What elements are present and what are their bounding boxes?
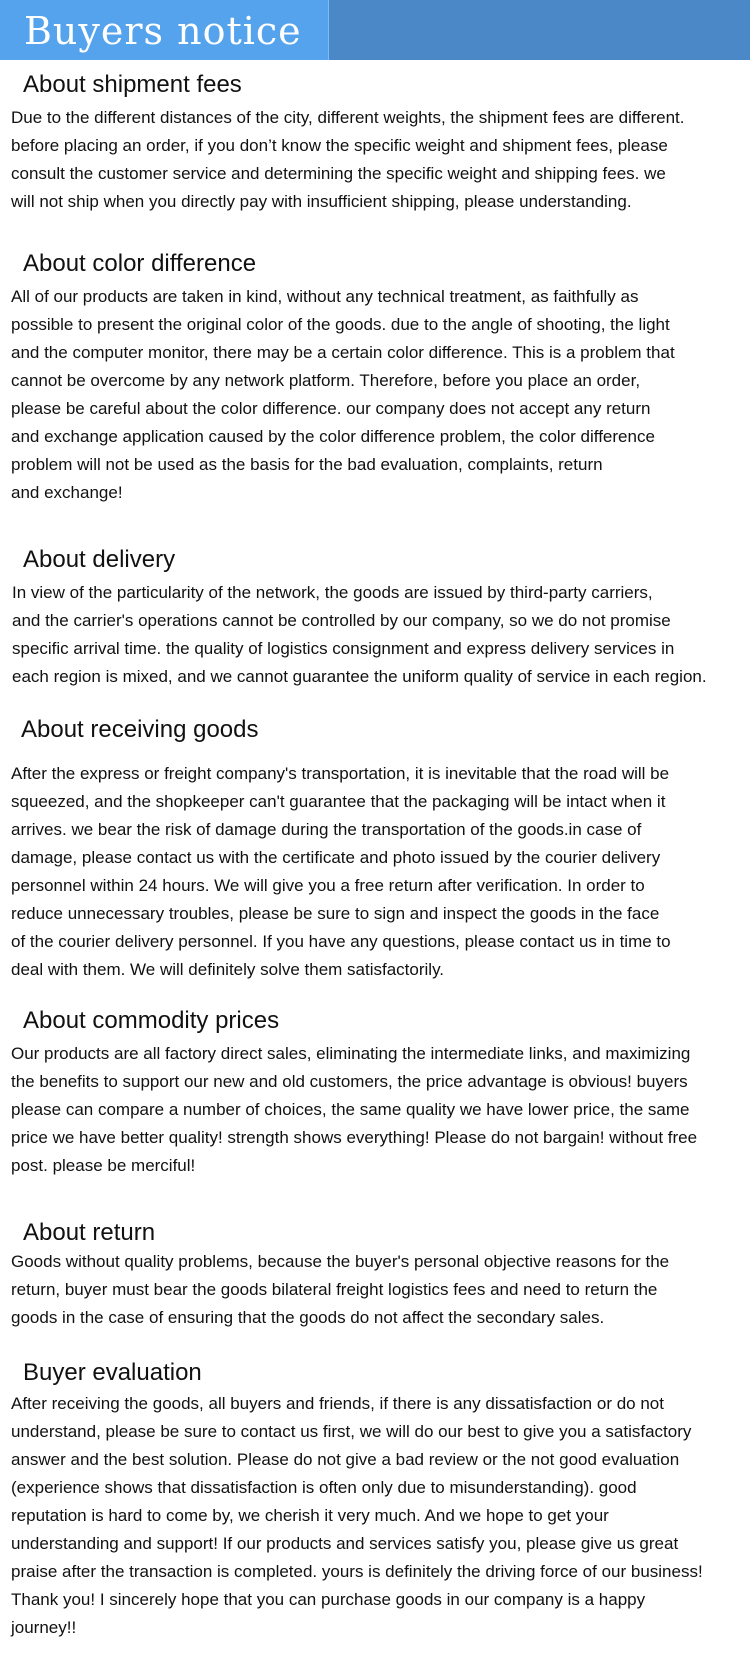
body-line: praise after the transaction is completed. yours is definitely the driving force of our business! (11, 1562, 703, 1581)
body-line: deal with them. We will definitely solve them satisfactorily. (11, 960, 445, 979)
section-body (11, 1390, 750, 1642)
body-line: arrives. we bear the risk of damage during the transportation of the goods.in case of (11, 820, 642, 839)
section-body (11, 1248, 750, 1332)
header-tab (0, 0, 329, 60)
section-heading: Buyer evaluation (23, 1359, 202, 1386)
body-line: answer and the best solution. Please do not give a bad review or the not good evaluation (11, 1450, 680, 1469)
body-line: problem will not be used as the basis for the bad evaluation, complaints, return (11, 455, 603, 474)
body-line: and the carrier's operations cannot be controlled by our company, so we do not promise (12, 611, 671, 630)
page-title: Buyers notice (24, 9, 302, 53)
body-line: specific arrival time. the quality of logistics consignment and express delivery services in (12, 639, 675, 658)
section-body (11, 104, 750, 216)
header-banner (0, 0, 750, 60)
body-line: please be careful about the color difference. our company does not accept any return (11, 399, 651, 418)
section-body (11, 1040, 750, 1180)
body-line: Our products are all factory direct sales, eliminating the intermediate links, and maximizing (11, 1044, 691, 1063)
body-line: Due to the different distances of the city, different weights, the shipment fees are different. (11, 108, 685, 127)
section-return (0, 1218, 750, 1332)
body-line: please can compare a number of choices, the same quality we have lower price, the same (11, 1100, 690, 1119)
section-body (11, 283, 750, 507)
body-line: price we have better quality! strength shows everything! Please do not bargain! without free (11, 1128, 698, 1147)
body-line: reduce unnecessary troubles, please be sure to sign and inspect the goods in the face (11, 904, 660, 923)
body-line: reputation is hard to come by, we cherish it very much. And we hope to get your (11, 1506, 609, 1525)
body-line: understand, please be sure to contact us first, we will do our best to give you a satisfactory (11, 1422, 692, 1441)
section-heading: About delivery (23, 546, 176, 573)
body-line: damage, please contact us with the certificate and photo issued by the courier delivery (11, 848, 661, 867)
body-line: each region is mixed, and we cannot guarantee the uniform quality of service in each region. (12, 667, 707, 686)
section-heading: About return (23, 1219, 156, 1246)
section-delivery (0, 545, 750, 691)
body-line: (experience shows that dissatisfaction is often only due to misunderstanding). good (11, 1478, 637, 1497)
body-line: All of our products are taken in kind, without any technical treatment, as faithfully as (11, 287, 639, 306)
body-line: and the computer monitor, there may be a certain color difference. This is a problem that (11, 343, 675, 362)
body-line: In view of the particularity of the network, the goods are issued by third-party carriers, (12, 583, 653, 602)
body-line: consult the customer service and determining the specific weight and shipping fees. we (11, 164, 666, 183)
body-line: After the express or freight company's transportation, it is inevitable that the road will be (11, 764, 670, 783)
body-line: goods in the case of ensuring that the goods do not affect the secondary sales. (11, 1308, 605, 1327)
body-line: will not ship when you directly pay with insufficient shipping, please understanding. (11, 192, 632, 211)
section-body (11, 760, 750, 984)
body-line: post. please be merciful! (11, 1156, 196, 1175)
body-line: Thank you! I sincerely hope that you can purchase goods in our company is a happy (11, 1590, 646, 1609)
section-heading: About commodity prices (23, 1007, 280, 1034)
body-line: possible to present the original color of the goods. due to the angle of shooting, the light (11, 315, 670, 334)
section-heading: About receiving goods (21, 716, 259, 743)
section-buyer-evaluation (0, 1358, 750, 1642)
section-receiving-goods (0, 715, 750, 984)
section-body (12, 579, 750, 691)
body-line: Goods without quality problems, because the buyer's personal objective reasons for the (11, 1252, 670, 1271)
body-line: of the courier delivery personnel. If you have any questions, please contact us in time to (11, 932, 671, 951)
section-color-difference (0, 249, 750, 507)
body-line: before placing an order, if you don’t know the specific weight and shipment fees, please (11, 136, 668, 155)
body-line: return, buyer must bear the goods bilateral freight logistics fees and need to return the (11, 1280, 658, 1299)
body-line: personnel within 24 hours. We will give you a free return after verification. In order to (11, 876, 645, 895)
body-line: understanding and support! If our products and services satisfy you, please give us great (11, 1534, 679, 1553)
body-line: and exchange! (11, 483, 123, 502)
body-line: squeezed, and the shopkeeper can't guarantee that the packaging will be intact when it (11, 792, 666, 811)
body-line: the benefits to support our new and old customers, the price advantage is obvious! buyers (11, 1072, 688, 1091)
body-line: After receiving the goods, all buyers and friends, if there is any dissatisfaction or do not (11, 1394, 664, 1413)
body-line: cannot be overcome by any network platform. Therefore, before you place an order, (11, 371, 641, 390)
body-line: and exchange application caused by the color difference problem, the color difference (11, 427, 655, 446)
section-heading: About shipment fees (23, 71, 242, 98)
section-commodity-prices (0, 1006, 750, 1180)
body-line: journey!! (11, 1618, 77, 1637)
section-heading: About color difference (23, 250, 257, 277)
section-shipment-fees (0, 70, 750, 216)
